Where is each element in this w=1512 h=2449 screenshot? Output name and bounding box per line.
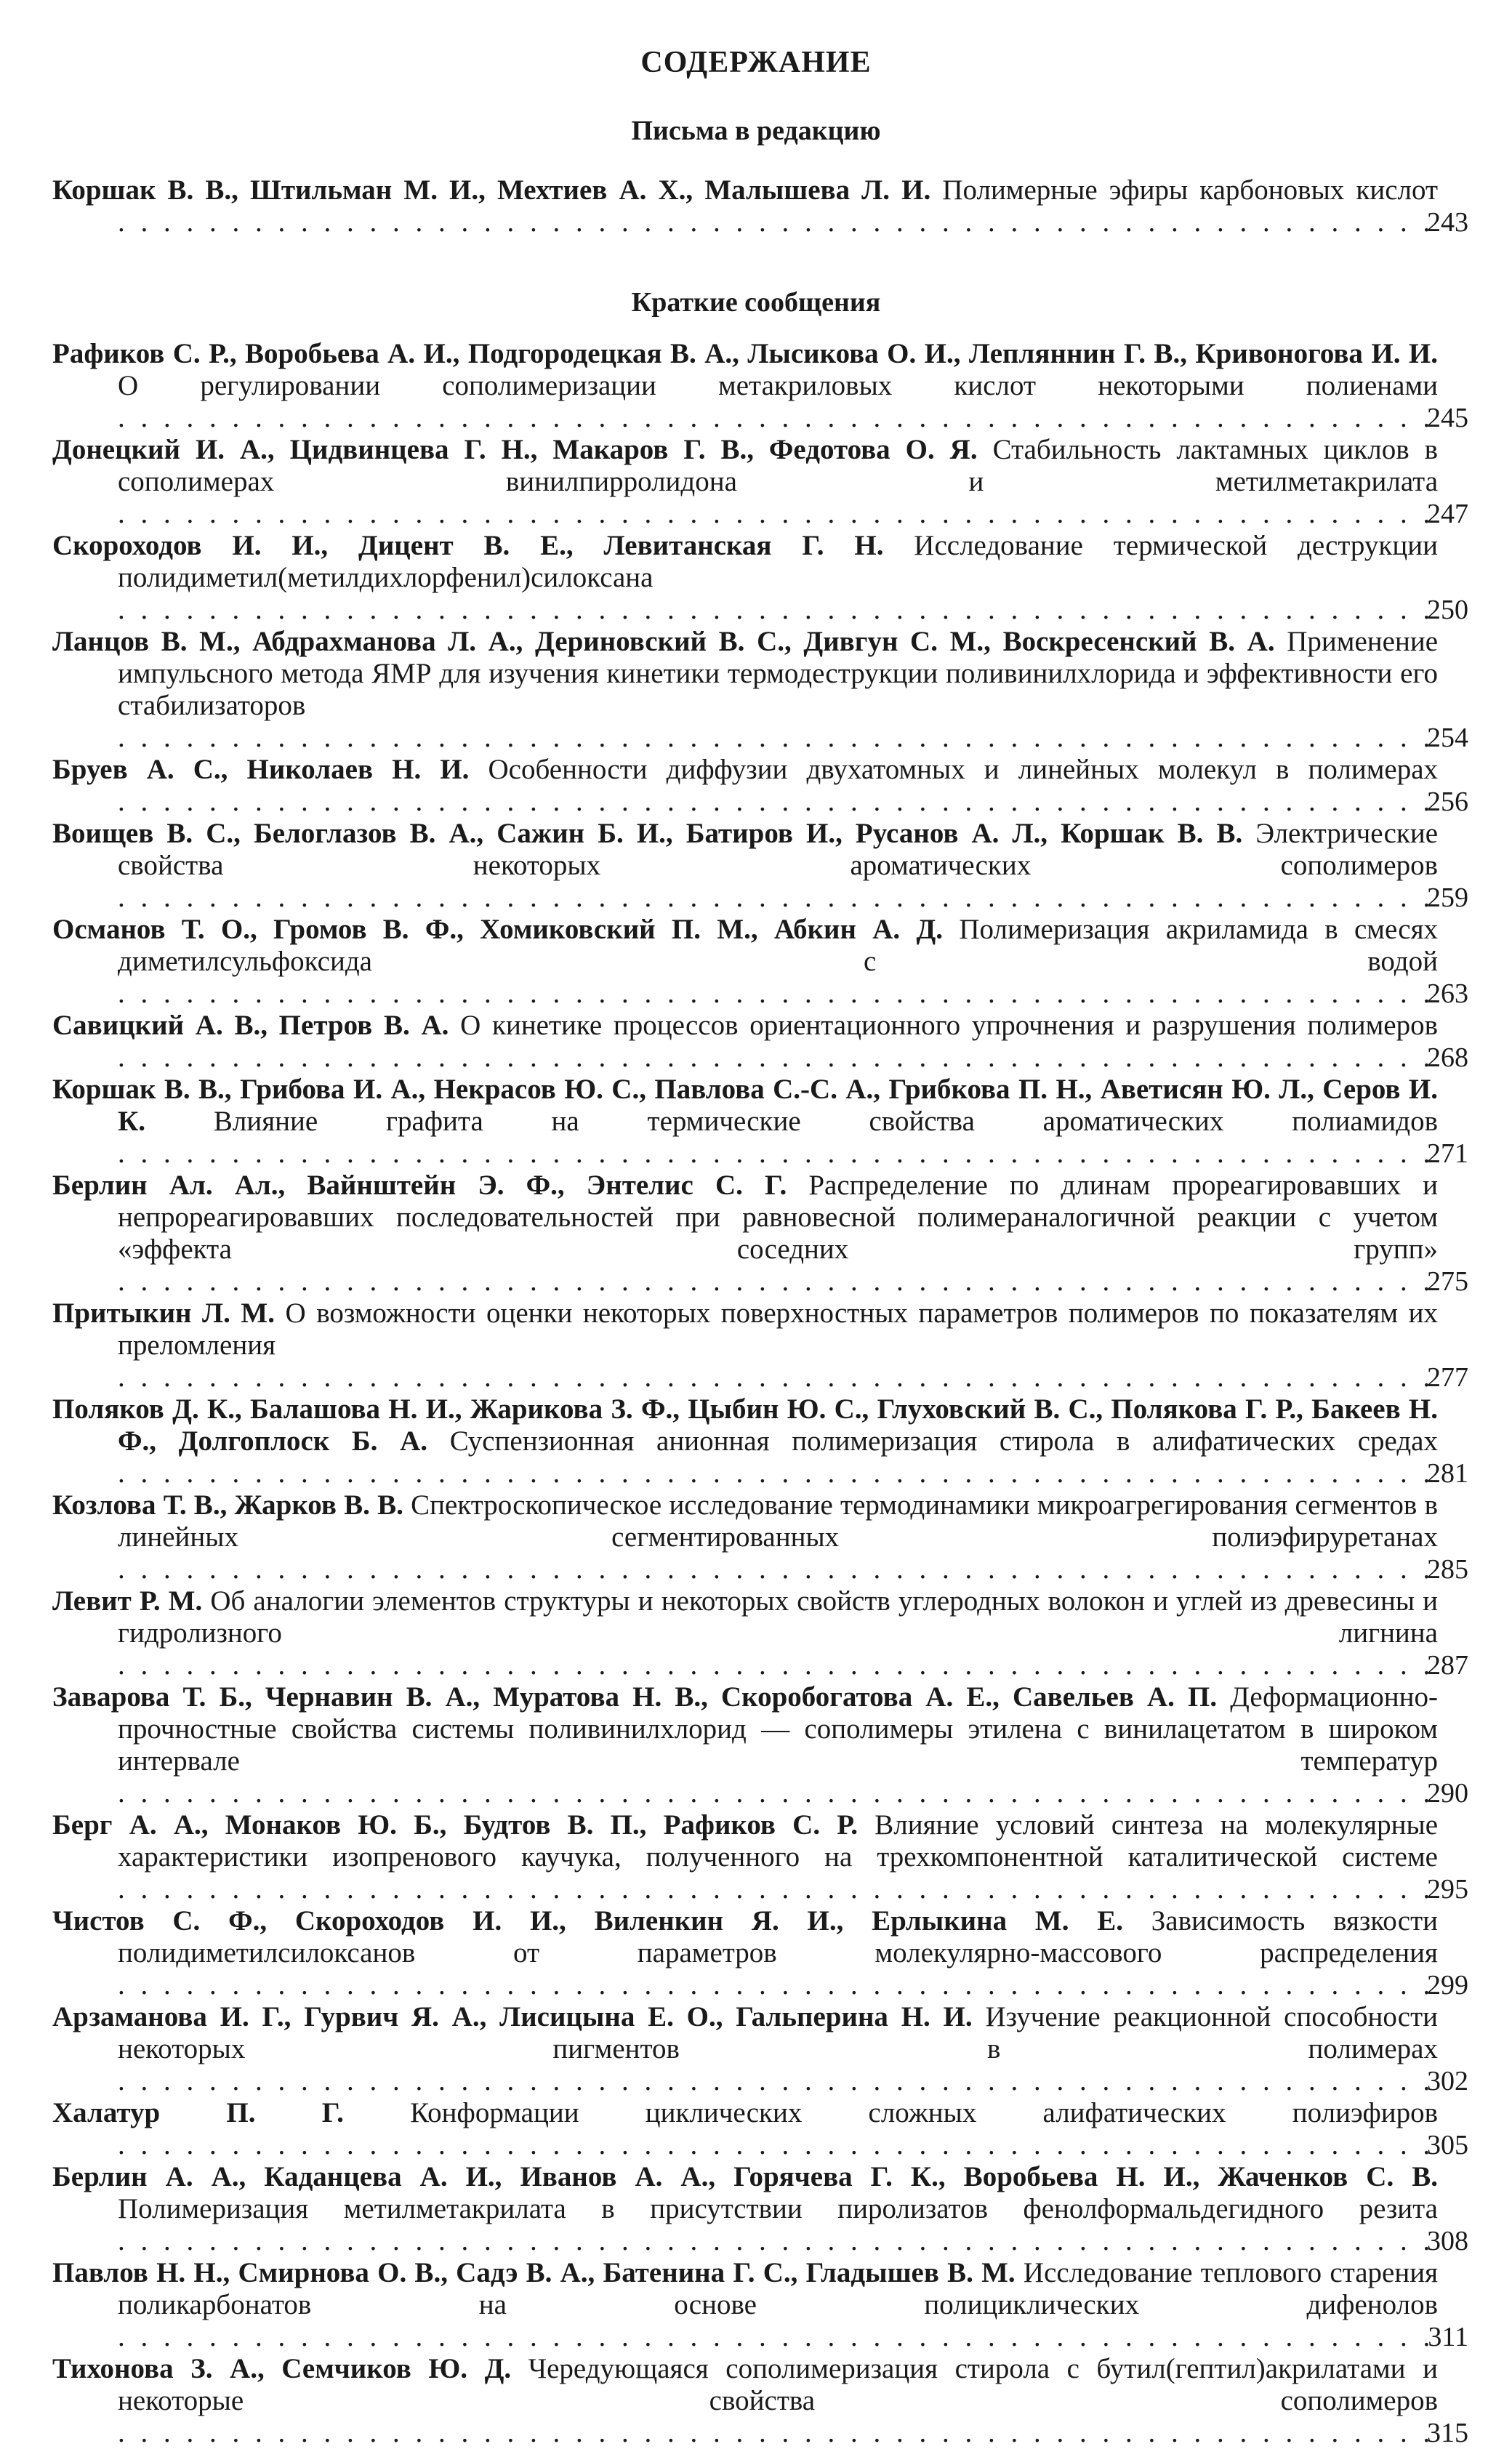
toc-entry-authors: Коршак В. В., Штильман М. И., Мехтиев А. Х., Малышева Л. И. <box>52 174 931 206</box>
toc-entry-text <box>52 914 1438 1010</box>
toc-entry <box>0 338 1512 434</box>
toc-entry-text <box>52 1010 1438 1074</box>
toc-entry-authors: Тихонова З. А., Семчиков Ю. Д. <box>52 2353 512 2384</box>
toc-entry-page-number: 250 <box>1427 595 1468 625</box>
toc-entry-authors: Савицкий А. В., Петров В. А. <box>52 1010 449 1041</box>
toc-entry-authors: Берлин А. А., Каданцева А. И., Иванов А. А., Горячева Г. К., Воробьева Н. И., Жаченков С. В. <box>52 2161 1438 2192</box>
toc-entry-page-number: 295 <box>1427 1874 1468 1905</box>
toc-entry-authors: Османов Т. О., Громов В. Ф., Хомиковский П. М., Абкин А. Д. <box>52 914 944 945</box>
toc-entry-text <box>52 2161 1438 2257</box>
toc-entry-title: Изучение реакционной способности некоторых пигментов в полимерах <box>118 2001 1438 2064</box>
toc-entry-authors: Берлин Ал. Ал., Вайнштейн Э. Ф., Энтелис С. Г. <box>52 1170 787 1201</box>
toc-entry-page-number: 299 <box>1427 1970 1468 2000</box>
toc-entry-title: Стабильность лактамных циклов в сополимерах винилпирролидона и метилметакрилата <box>118 434 1438 497</box>
toc-entry <box>0 914 1512 1010</box>
toc-entry-text <box>52 754 1438 818</box>
toc-entry-authors: Рафиков С. Р., Воробьева А. И., Подгородецкая В. А., Лысикова О. И., Лепляннин Г. В., Кривоногова И. И. <box>52 338 1438 369</box>
toc-entry-title: Полимерные эфиры карбоновых кислот <box>942 174 1438 206</box>
toc-entry-authors: Бруев А. С., Николаев Н. И. <box>52 754 470 785</box>
toc-entry-title: Деформационно-прочностные свойства системы поливинилхлорид — сополимеры этилена с винилацетатом в широком интервале температур <box>118 1681 1438 1777</box>
toc-entry-title: Об аналогии элементов структуры и некоторых свойств углеродных волокон и углей из древесины и гидролизного лигнина <box>118 1585 1438 1649</box>
toc-entry <box>0 1585 1512 1681</box>
toc-entry-authors: Ланцов В. М., Абдрахманова Л. А., Дериновский В. С., Дивгун С. М., Воскресенский В. А. <box>52 626 1275 657</box>
toc-entry <box>0 626 1512 754</box>
toc-entry-page-number: 263 <box>1427 978 1468 1009</box>
toc-entry <box>0 1489 1512 1585</box>
toc-entry <box>0 1905 1512 2001</box>
toc-entry-title: Спектроскопическое исследование термодинамики микроагрегирования сегментов в линейных сегментированных полиэфируретанах <box>118 1489 1438 1553</box>
toc-entry-title: Суспензионная анионная полимеризация стирола в алифатических средах <box>449 1425 1438 1457</box>
toc-entry-text <box>52 174 1438 238</box>
toc-entry-page-number: 243 <box>1427 207 1468 238</box>
toc-entry <box>0 434 1512 530</box>
toc-entry-page-number: 247 <box>1427 499 1468 529</box>
toc-entry-title: Исследование термической деструкции полидиметил(метилдихлорфенил)силоксана <box>118 530 1438 593</box>
toc-entry-title: Распределение по длинам прореагировавших и непрореагировавших последовательностей при равновесной полимераналогичной реакции с учетом «эффекта соседних групп» <box>118 1170 1438 1265</box>
toc-entry-text <box>52 2257 1438 2353</box>
toc-entry <box>0 818 1512 914</box>
toc-entry-title: О кинетике процессов ориентационного упрочнения и разрушения полимеров <box>460 1010 1438 1041</box>
toc-entry-text <box>52 2353 1438 2449</box>
toc-entry-text <box>52 626 1438 754</box>
toc-entry-title: Чередующаяся сополимеризация стирола с бутил(гептил)акрилатами и некоторые свойства сополимеров <box>118 2353 1438 2416</box>
toc-entry-title: О регулировании сополимеризации метакриловых кислот некоторыми полиенами <box>118 370 1438 401</box>
toc-entry-page-number: 277 <box>1427 1362 1468 1393</box>
toc-entry-page-number: 254 <box>1427 723 1468 753</box>
toc-entry-title: Исследование теплового старения поликарбонатов на основе полициклических дифенолов <box>118 2257 1438 2320</box>
toc-entry-page-number: 245 <box>1427 403 1468 433</box>
toc-entry <box>0 2001 1512 2097</box>
toc-entry <box>0 2097 1512 2161</box>
toc-entry <box>0 1010 1512 1074</box>
toc-entry <box>0 1394 1512 1489</box>
toc-entry-text <box>52 1489 1438 1585</box>
toc-entry-page-number: 308 <box>1427 2226 1468 2256</box>
toc-entry-page-number: 305 <box>1427 2130 1468 2160</box>
toc-entry-authors: Донецкий И. А., Цидвинцева Г. Н., Макаров Г. В., Федотова О. Я. <box>52 434 978 465</box>
toc-entry-text <box>52 1170 1438 1298</box>
toc-entry-text <box>52 1905 1438 2001</box>
toc-entry <box>0 530 1512 626</box>
toc-entry-text <box>52 338 1438 434</box>
toc-entry <box>0 1681 1512 1809</box>
toc-entry-authors: Поляков Д. К., Балашова Н. И., Жарикова З. Ф., Цыбин Ю. С., Глуховский В. С., Полякова Г. Р., Бакеев Н. Ф., Долгоплоск Б. А. <box>52 1394 1438 1457</box>
toc-entry-page-number: 285 <box>1427 1554 1468 1585</box>
toc-entry-text <box>52 1585 1438 1681</box>
toc-entry-title: Применение импульсного метода ЯМР для изучения кинетики термодеструкции поливинилхлорида и эффективности его стабилизаторов <box>118 626 1438 721</box>
toc-entry-authors: Скороходов И. И., Дицент В. Е., Левитанская Г. Н. <box>52 530 884 561</box>
toc-entry-authors: Берг А. А., Монаков Ю. Б., Будтов В. П., Рафиков С. Р. <box>52 1809 858 1841</box>
toc-entry-page-number: 268 <box>1427 1042 1468 1073</box>
toc-entry-text <box>52 1394 1438 1489</box>
toc-entry-text <box>52 2097 1438 2161</box>
section-heading-letters: Письма в редакцию <box>631 116 881 146</box>
toc-entry-authors: Павлов Н. Н., Смирнова О. В., Садэ В. А., Батенина Г. С., Гладышев В. М. <box>52 2257 1016 2288</box>
page-title: СОДЕРЖАНИЕ <box>640 46 872 79</box>
toc-entry-title: Зависимость вязкости полидиметилсилоксанов от параметров молекулярно-массового распределения <box>118 1905 1438 1969</box>
section-letters-list <box>0 174 1512 238</box>
toc-entry-page-number: 287 <box>1427 1650 1468 1681</box>
section-heading-short-communications: Краткие сообщения <box>631 287 881 318</box>
toc-entry-title: Электрические свойства некоторых ароматических сополимеров <box>118 818 1438 881</box>
toc-entry-authors: Притыкин Л. М. <box>52 1298 275 1329</box>
toc-entry-page-number: 271 <box>1427 1138 1468 1169</box>
toc-entry-text <box>52 1074 1438 1170</box>
toc-entry-text <box>52 530 1438 626</box>
toc-entry <box>0 2353 1512 2449</box>
toc-entry-authors: Коршак В. В., Грибова И. А., Некрасов Ю. С., Павлова С.-С. А., Грибкова П. Н., Аветисян Ю. Л., Серов И. К. <box>52 1074 1438 1137</box>
toc-entry-authors: Козлова Т. В., Жарков В. В. <box>52 1489 403 1521</box>
toc-entry <box>0 1809 1512 1905</box>
toc-entry-page-number: 302 <box>1427 2066 1468 2096</box>
toc-entry <box>0 1298 1512 1394</box>
toc-entry-authors: Левит Р. М. <box>52 1585 203 1617</box>
toc-entry-authors: Чистов С. Ф., Скороходов И. И., Виленкин Я. И., Ерлыкина М. Е. <box>52 1905 1123 1937</box>
toc-entry-page-number: 311 <box>1428 2322 1468 2352</box>
toc-entry-authors: Арзаманова И. Г., Гурвич Я. А., Лисицына Е. О., Гальперина Н. И. <box>52 2001 973 2032</box>
toc-entry-text <box>52 1681 1438 1809</box>
toc-entry-title: Влияние графита на термические свойства ароматических полиамидов <box>213 1106 1438 1137</box>
toc-entry-title: О возможности оценки некоторых поверхностных параметров полимеров по показателям их преломления <box>118 1298 1438 1361</box>
toc-entry-page-number: 281 <box>1427 1458 1468 1489</box>
toc-entry <box>0 2257 1512 2353</box>
toc-entry-authors: Халатур П. Г. <box>52 2097 344 2128</box>
toc-entry <box>0 1074 1512 1170</box>
toc-entry <box>0 1170 1512 1298</box>
toc-entry <box>0 174 1512 238</box>
toc-entry-title: Конформации циклических сложных алифатических полиэфиров <box>410 2097 1438 2128</box>
section-short-communications-list <box>0 338 1512 2449</box>
toc-entry-title: Влияние условий синтеза на молекулярные характеристики изопренового каучука, полученного на трехкомпонентной каталитической системе <box>118 1809 1438 1873</box>
toc-entry-text <box>52 2001 1438 2097</box>
toc-entry-page-number: 275 <box>1427 1266 1468 1297</box>
toc-entry <box>0 754 1512 818</box>
toc-entry-text <box>52 1298 1438 1394</box>
toc-entry-authors: Воищев В. С., Белоглазов В. А., Сажин Б. И., Батиров И., Русанов А. Л., Коршак В. В. <box>52 818 1243 849</box>
toc-entry-page-number: 259 <box>1427 882 1468 913</box>
toc-entry-text <box>52 434 1438 530</box>
toc-entry-title: Полимеризация метилметакрилата в присутствии пиролизатов фенолформальдегидного резита <box>118 2193 1438 2224</box>
toc-entry-authors: Заварова Т. Б., Чернавин В. А., Муратова Н. В., Скоробогатова А. Е., Савельев А. П. <box>52 1681 1218 1713</box>
toc-entry-title: Особенности диффузии двухатомных и линейных молекул в полимерах <box>488 754 1438 785</box>
toc-entry <box>0 2161 1512 2257</box>
toc-entry-page-number: 315 <box>1427 2418 1468 2448</box>
toc-entry-page-number: 256 <box>1427 787 1468 817</box>
toc-entry-text <box>52 1809 1438 1905</box>
toc-entry-title: Полимеризация акриламида в смесях диметилсульфоксида с водой <box>118 914 1438 977</box>
toc-entry-page-number: 290 <box>1427 1778 1468 1809</box>
toc-entry-text <box>52 818 1438 914</box>
